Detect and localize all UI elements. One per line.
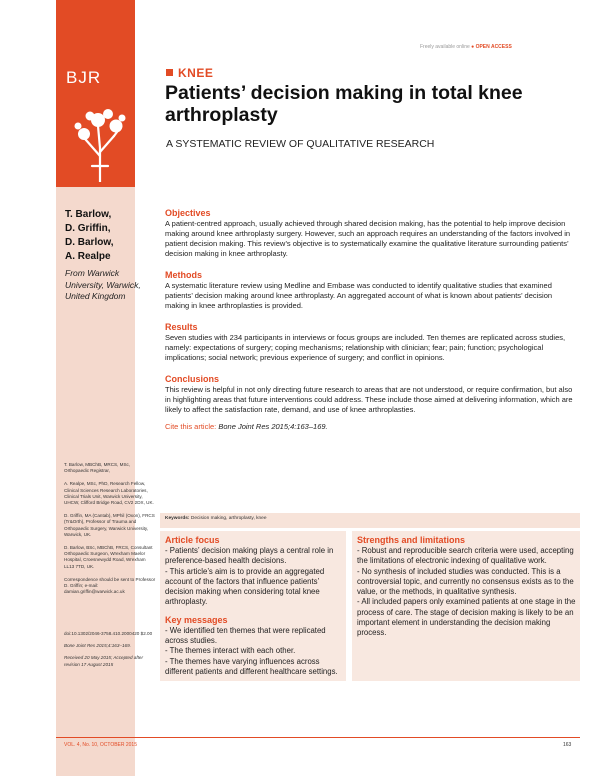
- article-focus-heading: Article focus: [165, 535, 220, 545]
- article-subtitle: A SYSTEMATIC REVIEW OF QUALITATIVE RESEARCH: [166, 138, 435, 150]
- citation-note: Bone Joint Res 2015;4:163–169.: [64, 643, 131, 649]
- publication-meta: [64, 631, 156, 674]
- open-access-text: Freely available online: [420, 44, 470, 50]
- open-access-note: [420, 44, 512, 50]
- conclusions-heading: Conclusions: [165, 374, 220, 384]
- affiliation-line: University, Warwick,: [65, 279, 141, 290]
- list-item: - No synthesis of included studies was conducted. This is a controversial topic, and currently no consensus exists as to the value, or the methods, in qualitative synthesis.: [357, 566, 574, 597]
- keywords-text: Decision making, arthroplasty, knee: [190, 516, 267, 521]
- methods-text: A systematic literature review using Medline and Embase was conducted to identify qualitative studies that examined patients’ decision making around knee arthroplasty. An aggregated account of what is known about patients’ decision making in knee arthroplasties is provided.: [165, 281, 553, 310]
- tree-logo-icon: [72, 96, 128, 182]
- author-name: A. Realpe: [65, 251, 111, 262]
- doi-note: doi:10.1302/2046-3758.410.2000420 $2.00: [64, 631, 153, 636]
- author-name: D. Griffin,: [65, 223, 111, 234]
- results-text: Seven studies with 234 participants in interviews or focus groups are included. Ten themes are replicated across studies, namely: expectations of surgery; coping mechanisms; relationship with clinician; fear; pain; function; psychological implications; social network; previous experience of surgery; and conflict in opinions.: [165, 333, 566, 362]
- open-access-lock-icon: ●: [471, 44, 475, 50]
- objectives-text: A patient-centred approach, usually achieved through shared decision making, has the potential to help improve decision making around knee arthroplasty surgery. However, such an approach requires an understanding of the factors involved in patient decision making. This review’s objective is to systematically examine the qualitative literature surrounding patients’ decision making in knee arthroplasty.: [165, 219, 571, 258]
- author-name: T. Barlow,: [65, 209, 112, 220]
- correspondence-note: Correspondence should be sent to Professor D. Griffin; e-mail: damian.griffin@warwick.ac.uk: [64, 576, 156, 595]
- dates-note: Received 20 May 2015; Accepted after revision 17 August 2015: [64, 655, 143, 667]
- author-note: D. Griffin, MA (Cantab), MPhil (Oxon), FRCS (Tr&Orth), Professor of Trauma and Orthopaedic Surgery, Warwick University, Warwick, UK.: [64, 513, 155, 537]
- strengths-column: [357, 535, 576, 639]
- list-item: - We identified ten themes that were replicated across studies.: [165, 625, 326, 646]
- section-square-icon: [166, 69, 173, 76]
- section-label: KNEE: [178, 66, 214, 80]
- keywords-label: Keywords:: [165, 516, 190, 521]
- strengths-heading: Strengths and limitations: [357, 535, 466, 545]
- author-list: [65, 208, 114, 264]
- key-messages-heading: Key messages: [165, 614, 228, 625]
- affiliation-line: United Kingdom: [65, 291, 126, 301]
- list-item: - The themes have varying influences across different patients and different healthcare settings.: [165, 656, 338, 676]
- author-note: A. Realpe, MSc, PhD, Research Fellow, Clinical Sciences Research Laboratories, Clinical Trials Unit, Warwick University, UHCW, Clifford Bridge Road, CV2 2DX, UK.: [64, 481, 154, 506]
- list-item: - This article’s aim is to provide an aggregated account of the factors that influence patients’ decision making when considering total knee arthroplasty.: [165, 566, 325, 607]
- article-focus-column: [165, 535, 343, 677]
- objectives-heading: Objectives: [165, 208, 211, 218]
- list-item: - The themes interact with each other.: [165, 646, 296, 656]
- page-number: 163: [563, 742, 572, 748]
- results-heading: Results: [165, 322, 198, 332]
- author-name: D. Barlow,: [65, 237, 114, 248]
- footer-volume: VOL. 4, No. 10, OCTOBER 2015: [64, 742, 137, 748]
- list-item: - Patients’ decision making plays a central role in preference-based health decisions.: [165, 546, 334, 566]
- open-access-brand: OPEN ACCESS: [475, 44, 512, 50]
- author-notes: [64, 462, 156, 602]
- author-note: T. Barlow, MBChB, MRCS, MSc, Orthopaedic Registrar,: [64, 462, 131, 474]
- affiliation: [65, 268, 145, 303]
- cite-label: Cite this article:: [165, 422, 217, 431]
- footer-divider: [56, 737, 580, 738]
- conclusions-text: This review is helpful in not only directing future research to areas that are not understood, or require confirmation, but also in highlighting areas that future interventions could address. These include those aimed at delivering information, which are likely to affect the satisfaction rate, demand, and use of knee arthroplasties.: [165, 385, 573, 414]
- abstract: [165, 208, 575, 431]
- list-item: - All included papers only examined patients at one stage in the process of care. The stage of decision making is likely to be an important element in understanding the decision making process.: [357, 597, 576, 638]
- methods-heading: Methods: [165, 270, 202, 280]
- keywords: [165, 516, 267, 521]
- list-item: - Robust and reproducible search criteria were used, accepting the limitations of electronic indexing of qualitative work.: [357, 546, 574, 566]
- article-title: Patients’ decision making in total knee arthroplasty: [165, 82, 523, 126]
- section-tag: [166, 66, 213, 80]
- cite-text[interactable]: Bone Joint Res 2015;4:163–169.: [218, 422, 328, 431]
- affiliation-line: From Warwick: [65, 268, 120, 278]
- journal-logo: BJR: [66, 68, 102, 87]
- cite-this-article: [165, 422, 575, 431]
- author-note: D. Barlow, BSc, MBChB, FRCS, Consultant Orthopaedic Surgeon, Wrexham Maelor Hospital, Croesnewydd Road, Wrexham LL13 7TD, UK.: [64, 545, 153, 569]
